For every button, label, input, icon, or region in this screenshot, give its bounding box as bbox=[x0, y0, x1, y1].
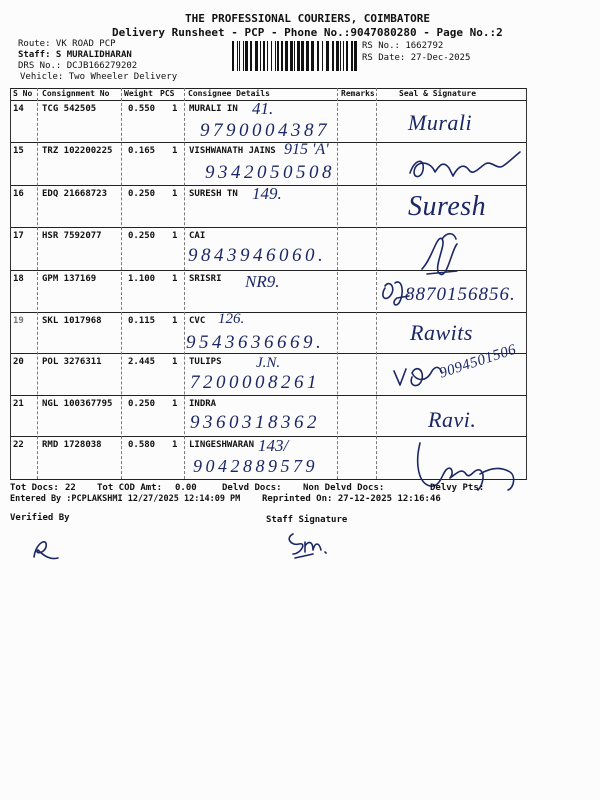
barcode-bar bbox=[255, 41, 258, 71]
consignment-cell: GPM 137169 bbox=[42, 274, 97, 284]
barcode-bar bbox=[301, 41, 304, 71]
pcs-cell: 1 bbox=[172, 274, 178, 284]
signature-scribble bbox=[390, 357, 445, 397]
verified-signature bbox=[26, 532, 66, 564]
barcode-bar bbox=[245, 41, 248, 71]
handwritten-phone: 9543636669. bbox=[186, 332, 325, 353]
rs-number: RS No.: 1662792 bbox=[362, 41, 444, 51]
consignment-cell: SKL 1017968 bbox=[42, 316, 102, 326]
pcs-cell: 1 bbox=[172, 399, 178, 409]
weight-cell: 1.100 bbox=[128, 274, 156, 284]
pcs-cell: 1 bbox=[172, 316, 178, 326]
barcode-bar bbox=[275, 41, 276, 71]
handwritten-phone: 7200008261 bbox=[190, 372, 320, 393]
consignee-cell: SURESH TN bbox=[189, 189, 238, 199]
sno-cell: 21 bbox=[13, 399, 24, 409]
table-row bbox=[0, 100, 600, 142]
barcode-bar bbox=[271, 41, 272, 71]
handwritten-note: 41. bbox=[252, 99, 274, 118]
consignee-cell: SRISRI bbox=[189, 274, 222, 284]
barcode-bar bbox=[306, 41, 309, 71]
barcode-bar bbox=[267, 41, 268, 71]
handwritten-note: 143/ bbox=[258, 436, 289, 455]
sno-cell: 22 bbox=[13, 440, 24, 450]
barcode-bar bbox=[340, 41, 341, 71]
column-header-pcs: PCS bbox=[160, 89, 175, 98]
pcs-cell: 1 bbox=[172, 357, 178, 367]
weight-cell: 0.250 bbox=[128, 399, 156, 409]
signature-scribble bbox=[405, 148, 525, 188]
handwritten-phone: 9342050508 bbox=[205, 162, 335, 183]
barcode-bar bbox=[336, 41, 339, 71]
barcode-bar bbox=[322, 41, 323, 71]
barcode-bar bbox=[326, 41, 329, 71]
table-row bbox=[0, 395, 600, 437]
consignment-cell: TRZ 102200225 bbox=[42, 146, 113, 156]
signature: Rawits bbox=[410, 320, 473, 345]
table-row bbox=[0, 185, 600, 227]
verified-by-label: Verified By bbox=[10, 513, 70, 523]
sno-cell: 20 bbox=[13, 357, 24, 367]
barcode-bar bbox=[346, 41, 348, 71]
column-header-weight: Weight bbox=[124, 89, 153, 98]
sno-cell: 15 bbox=[13, 146, 24, 156]
handwritten-note: 126. bbox=[218, 311, 245, 327]
runsheet-subtitle: Delivery Runsheet - PCP - Phone No.:9047080280 - Page No.:2 bbox=[112, 26, 503, 39]
entered-by: Entered By :PCPLAKSHMI 12/27/2025 12:14:09 PM bbox=[10, 494, 241, 504]
tot-cod-label: Tot COD Amt: bbox=[97, 483, 163, 493]
consignment-cell: EDQ 21668723 bbox=[42, 189, 108, 199]
barcode-bar bbox=[277, 41, 279, 71]
handwritten-seal-phone: 8870156856. bbox=[405, 284, 516, 305]
non-delvd-docs-label: Non Delvd Docs: bbox=[303, 483, 385, 493]
column-header-sno: S No bbox=[13, 89, 33, 98]
weight-cell: 2.445 bbox=[128, 357, 156, 367]
table-row bbox=[0, 270, 600, 312]
handwritten-note: J.N. bbox=[256, 355, 281, 371]
handwritten-seal-phone: 9094501506 bbox=[437, 341, 519, 382]
staff-signature bbox=[283, 524, 333, 562]
drs-number: DRS No.: DCJB166279202 bbox=[18, 61, 138, 71]
handwritten-phone: 9360318362 bbox=[190, 412, 320, 433]
barcode-bar bbox=[239, 41, 240, 71]
sno-cell: 19 bbox=[13, 316, 24, 326]
weight-cell: 0.250 bbox=[128, 189, 156, 199]
reprinted-on: Reprinted On: 27-12-2025 12:16:46 bbox=[262, 494, 441, 504]
barcode-bar bbox=[351, 41, 353, 71]
pcs-cell: 1 bbox=[172, 440, 178, 450]
consignment-cell: TCG 542505 bbox=[42, 104, 97, 114]
column-header-consignment: Consignment No bbox=[42, 89, 110, 98]
barcode-bar bbox=[297, 41, 300, 71]
sno-cell: 14 bbox=[13, 104, 24, 114]
handwritten-phone: 9790004387 bbox=[200, 120, 330, 141]
signature: Ravi. bbox=[428, 407, 477, 432]
weight-cell: 0.165 bbox=[128, 146, 156, 156]
consignment-cell: POL 3276311 bbox=[42, 357, 102, 367]
column-header-consignee: Consignee Details bbox=[188, 89, 270, 98]
barcode-bar bbox=[285, 41, 288, 71]
handwritten-note: NR9. bbox=[245, 272, 280, 291]
barcode-bar bbox=[232, 41, 234, 71]
staff: Staff: S MURALIDHARAN bbox=[18, 50, 132, 60]
tot-cod-value: 0.00 bbox=[175, 483, 197, 493]
barcode-bar bbox=[332, 41, 334, 71]
barcode-bar bbox=[263, 41, 265, 71]
weight-cell: 0.580 bbox=[128, 440, 156, 450]
column-header-seal: Seal & Signature bbox=[399, 89, 477, 98]
consignee-cell: CVC bbox=[189, 316, 206, 326]
consignee-cell: LINGESHWARAN bbox=[189, 440, 255, 450]
barcode-bar bbox=[243, 41, 244, 71]
signature: Murali bbox=[408, 110, 473, 135]
weight-cell: 0.115 bbox=[128, 316, 156, 326]
consignment-cell: HSR 7592077 bbox=[42, 231, 102, 241]
tot-docs-value: 22 bbox=[65, 483, 76, 493]
handwritten-note: 149. bbox=[252, 184, 282, 203]
consignment-cell: NGL 100367795 bbox=[42, 399, 113, 409]
weight-cell: 0.250 bbox=[128, 231, 156, 241]
weight-cell: 0.550 bbox=[128, 104, 156, 114]
sno-cell: 16 bbox=[13, 189, 24, 199]
barcode-bar bbox=[354, 41, 357, 71]
consignee-cell: MURALI IN bbox=[189, 104, 238, 114]
tot-docs-label: Tot Docs: bbox=[10, 483, 59, 493]
table-row bbox=[0, 227, 600, 269]
sno-cell: 18 bbox=[13, 274, 24, 284]
handwritten-phone: 9843946060. bbox=[188, 245, 327, 266]
pcs-cell: 1 bbox=[172, 146, 178, 156]
barcode-bar bbox=[294, 41, 295, 71]
delvy-pts-label: Delvy Pts: bbox=[430, 483, 485, 493]
barcode-bar bbox=[317, 41, 319, 71]
rs-date: RS Date: 27-Dec-2025 bbox=[362, 53, 471, 63]
staff-signature-label: Staff Signature bbox=[266, 515, 348, 525]
table-row bbox=[0, 436, 600, 478]
signature: Suresh bbox=[408, 191, 487, 222]
table-row bbox=[0, 142, 600, 184]
consignee-cell: CAI bbox=[189, 231, 206, 241]
barcode-bar bbox=[237, 41, 238, 71]
company-name: THE PROFESSIONAL COURIERS, COIMBATORE bbox=[185, 12, 431, 25]
consignee-cell: INDRA bbox=[189, 399, 217, 409]
barcode-bar bbox=[290, 41, 293, 71]
sno-cell: 17 bbox=[13, 231, 24, 241]
vehicle: Vehicle: Two Wheeler Delivery bbox=[20, 72, 178, 82]
consignee-cell: VISHWANATH JAINS bbox=[189, 146, 276, 156]
column-header-remarks: Remarks bbox=[341, 89, 375, 98]
route: Route: VK ROAD PCP bbox=[18, 39, 116, 49]
handwritten-note: 915 'A' bbox=[284, 141, 329, 158]
barcode-bar bbox=[281, 41, 283, 71]
pcs-cell: 1 bbox=[172, 189, 178, 199]
barcode bbox=[232, 41, 358, 71]
consignment-cell: RMD 1728038 bbox=[42, 440, 102, 450]
barcode-bar bbox=[250, 41, 252, 71]
barcode-bar bbox=[260, 41, 261, 71]
delvd-docs-label: Delvd Docs: bbox=[222, 483, 282, 493]
barcode-bar bbox=[311, 41, 314, 71]
pcs-cell: 1 bbox=[172, 231, 178, 241]
consignee-cell: TULIPS bbox=[189, 357, 222, 367]
pcs-cell: 1 bbox=[172, 104, 178, 114]
barcode-bar bbox=[343, 41, 344, 71]
handwritten-phone: 9042889579 bbox=[193, 456, 318, 476]
